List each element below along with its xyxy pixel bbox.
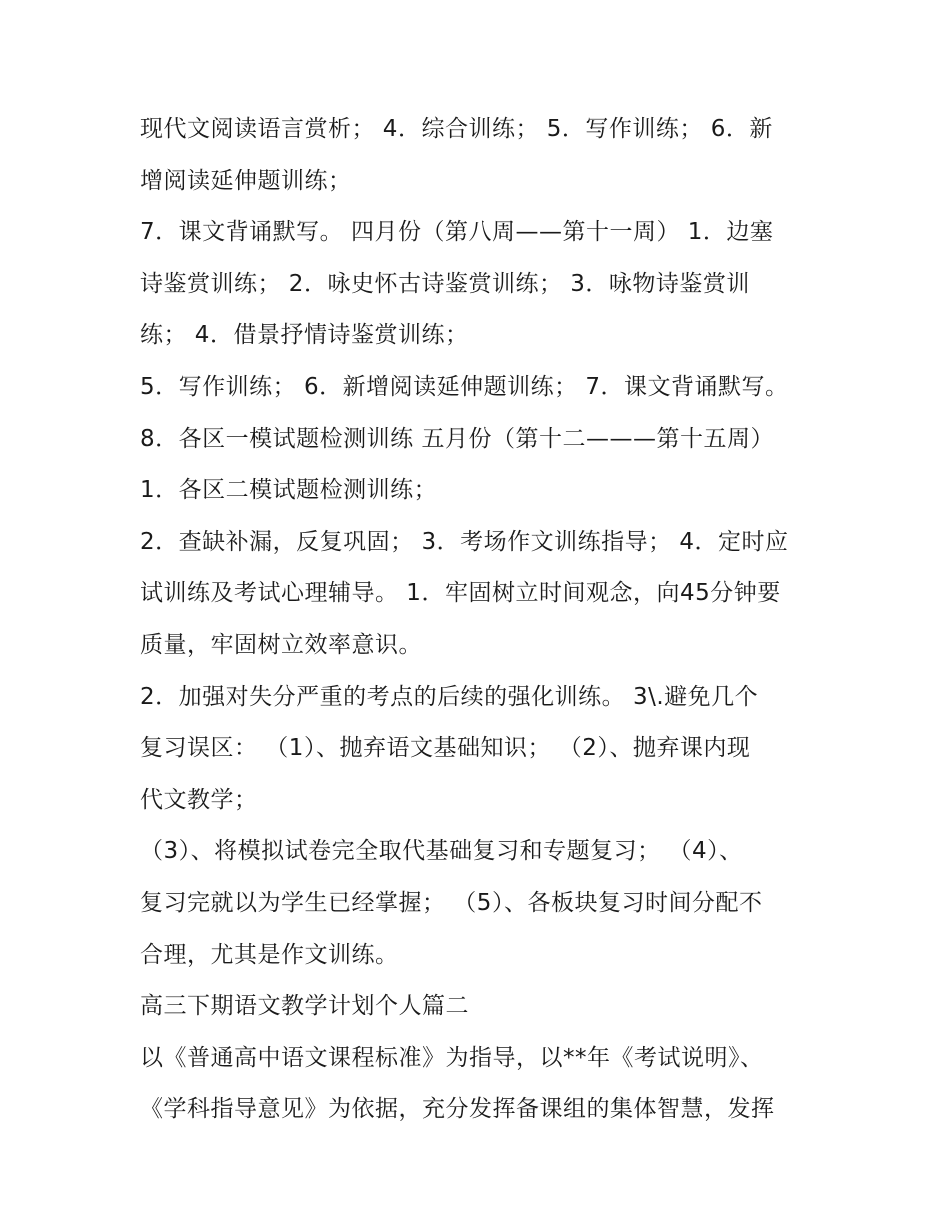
text-line: 现代文阅读语言赏析； 4．综合训练； 5．写作训练； 6．新 xyxy=(140,116,773,142)
text-line: 质量，牢固树立效率意识。 xyxy=(140,631,422,658)
text-line: 诗鉴赏训练； 2．咏史怀古诗鉴赏训练； 3．咏物诗鉴赏训 xyxy=(140,270,750,297)
text-line: 8．各区一模试题检测训练 五月份（第十二———第十五周） xyxy=(140,425,774,452)
text-line: 7．课文背诵默写。 四月份（第八周——第十一周） 1．边塞 xyxy=(140,219,774,246)
text-line: 以《普通高中语文课程标准》为指导，以**年《考试说明》、 xyxy=(140,1044,764,1071)
document-body xyxy=(140,104,820,1136)
text-line: 合理，尤其是作文训练。 xyxy=(140,941,399,968)
text-line: 2．查缺补漏，反复巩固； 3．考场作文训练指导； 4．定时应 xyxy=(140,528,789,555)
text-line: 《学科指导意见》为依据，充分发挥备课组的集体智慧，发挥 xyxy=(140,1096,775,1123)
text-line: 5．写作训练； 6．新增阅读延伸题训练； 7．课文背诵默写。 xyxy=(140,373,789,400)
text-line: 增阅读延伸题训练； xyxy=(140,167,352,194)
section-heading: 高三下期语文教学计划个人篇二 xyxy=(140,993,469,1020)
text-line: 2．加强对失分严重的考点的后续的强化训练。 3\.避免几个 xyxy=(140,683,759,710)
text-line: （3）、将模拟试卷完全取代基础复习和专题复习； （4）、 xyxy=(140,838,743,865)
text-line: 练； 4．借景抒情诗鉴赏训练； xyxy=(140,322,469,349)
text-line: 1．各区二模试题检测训练； xyxy=(140,477,438,504)
text-line: 复习误区： （1）、抛弃语文基础知识； （2）、抛弃课内现 xyxy=(140,735,751,762)
text-line: 复习完就以为学生已经掌握； （5）、各板块复习时间分配不 xyxy=(140,889,763,916)
text-line: 试训练及考试心理辅导。 1．牢固树立时间观念，向45分钟要 xyxy=(140,580,781,607)
text-line: 代文教学； xyxy=(140,786,258,813)
